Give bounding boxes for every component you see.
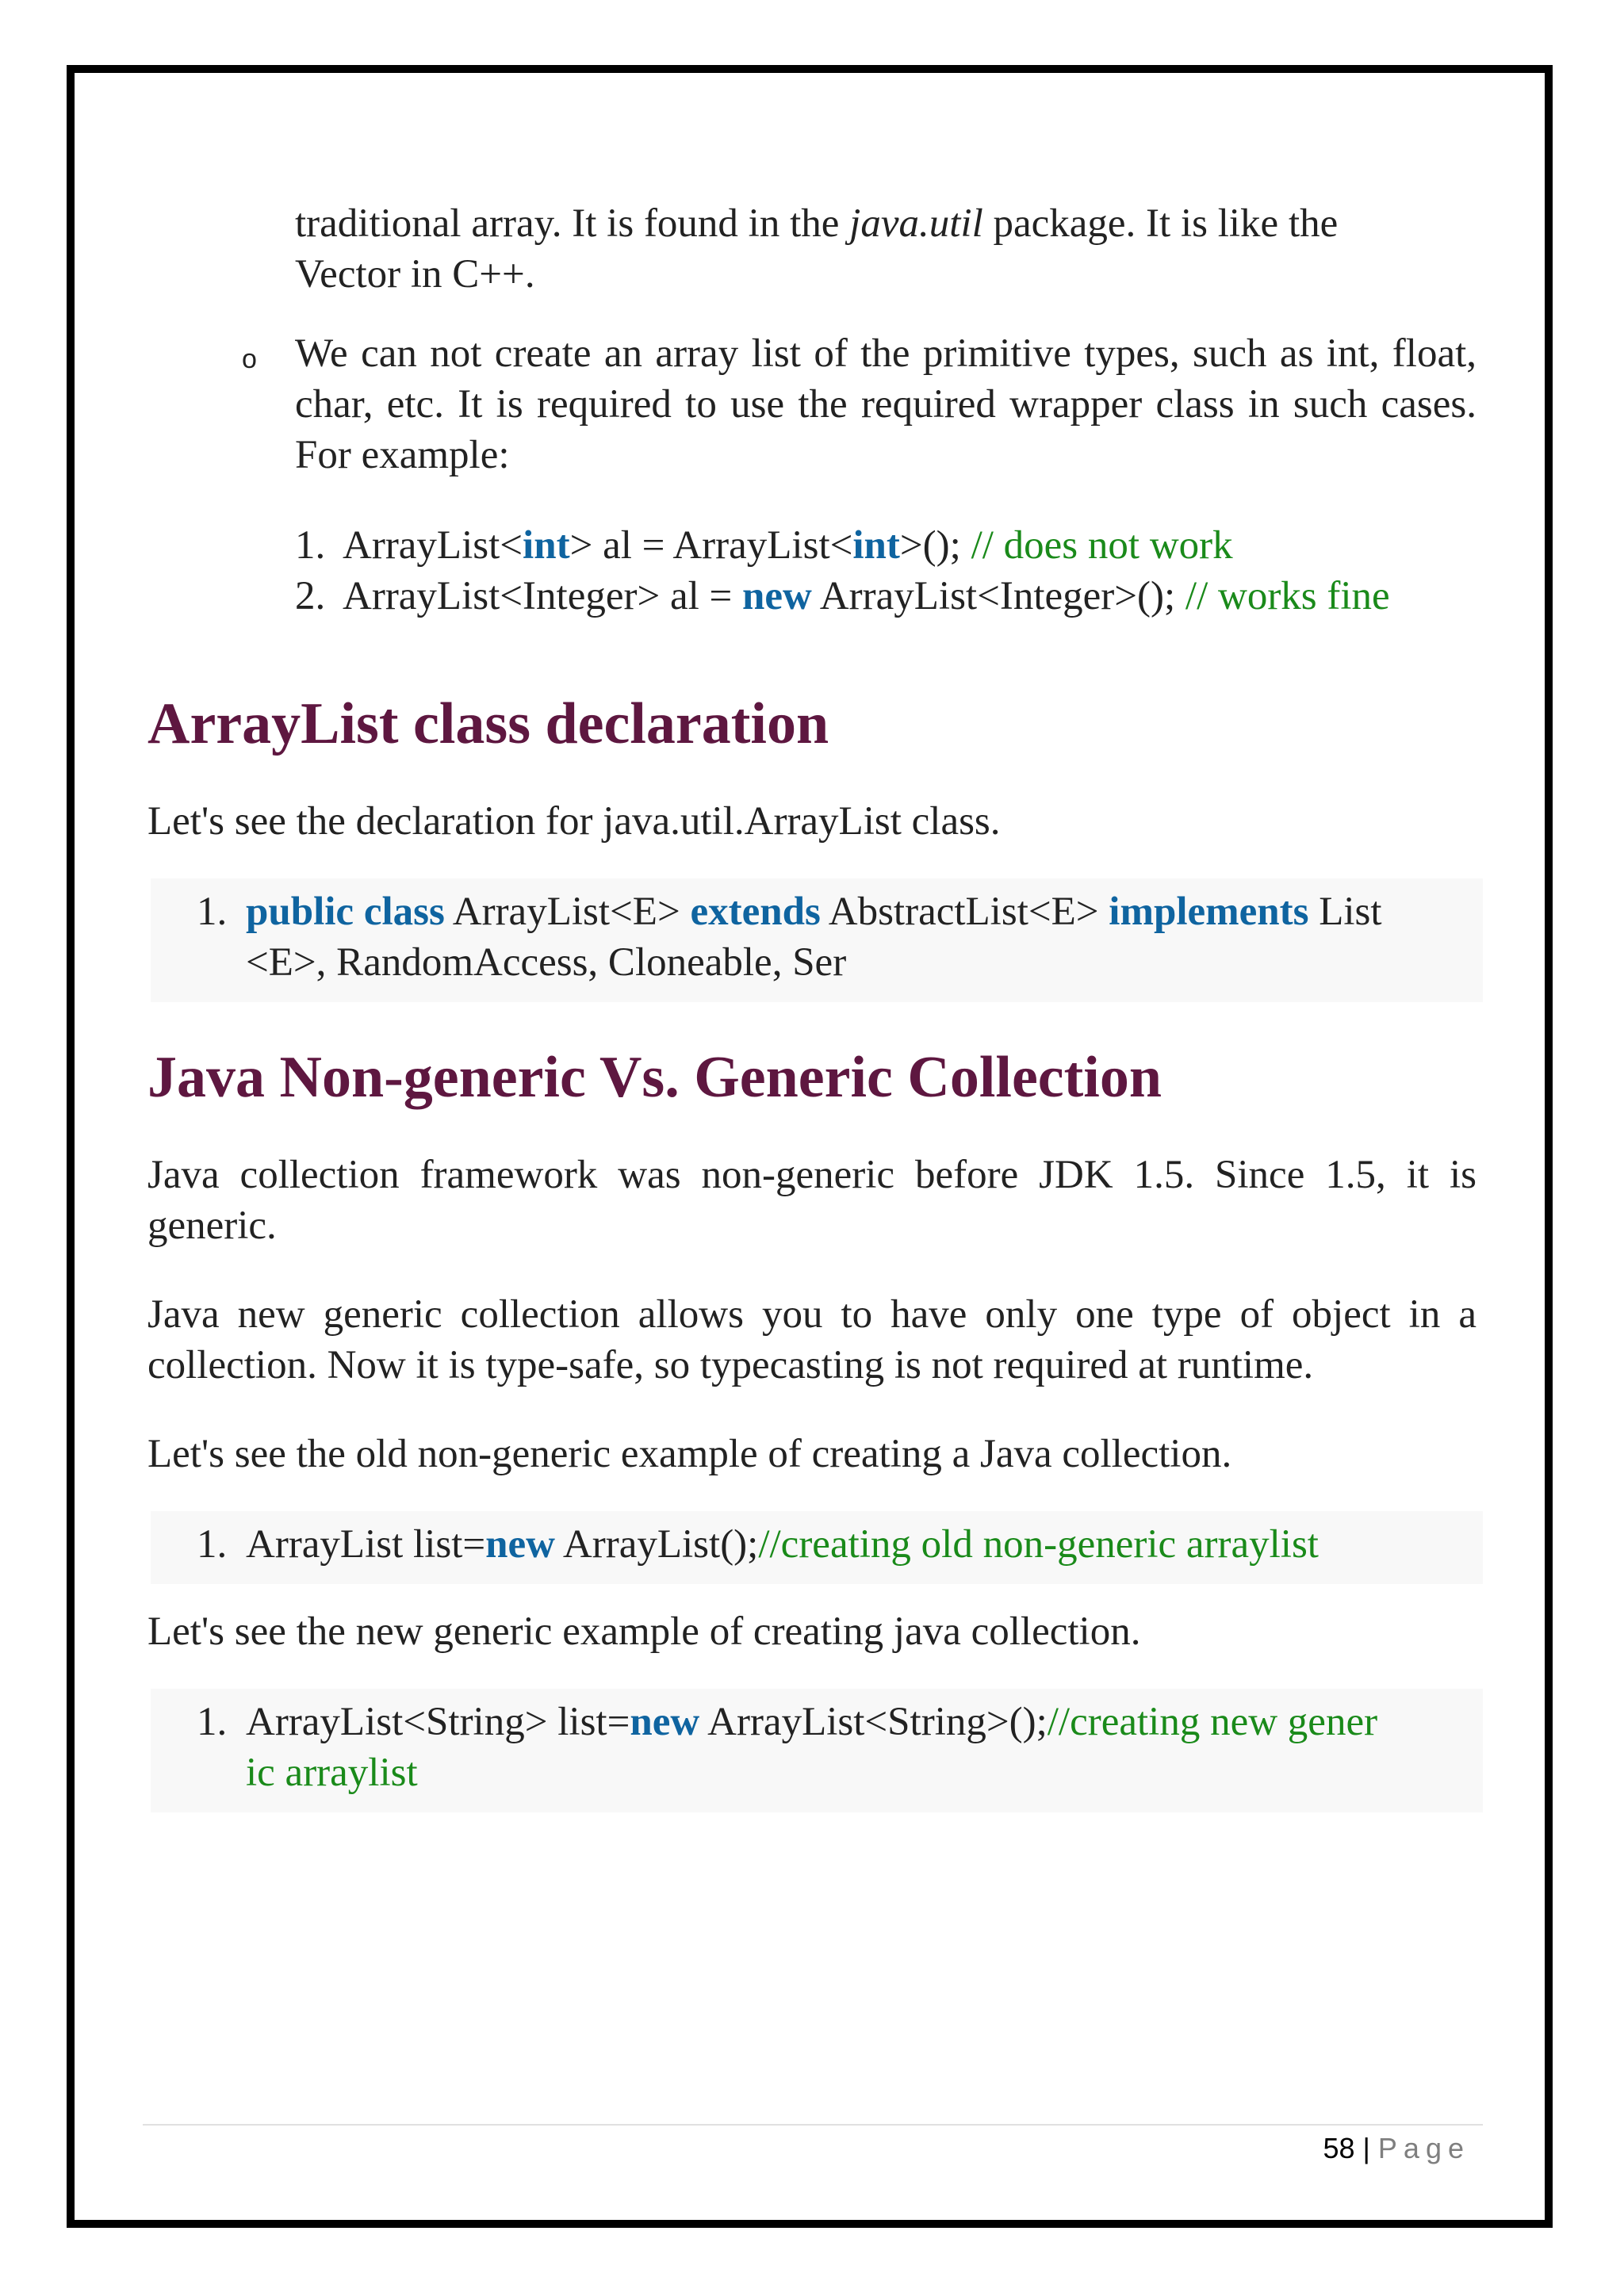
code-text: ArrayList<String>(); bbox=[699, 1700, 1048, 1744]
code-keyword: public bbox=[246, 890, 354, 934]
code-keyword: new bbox=[630, 1700, 700, 1744]
code-text: ArrayList<E> bbox=[444, 890, 691, 934]
bullet-text: We can not create an array list of the primitive types, such as int, float, char, etc. It is required to use the required wrapper class in such cases. For example: bbox=[295, 331, 1477, 477]
example-code-line-1 bbox=[295, 520, 1233, 571]
code-content bbox=[343, 571, 1390, 622]
code-text: ArrayList< bbox=[343, 523, 523, 568]
code-content bbox=[246, 886, 1382, 937]
code-content bbox=[246, 1519, 1319, 1570]
code-keyword: extends bbox=[690, 890, 821, 934]
code-text: List bbox=[1308, 890, 1382, 934]
non-generic-code-line bbox=[197, 1519, 1319, 1570]
intro-line-2: Vector in C++. bbox=[295, 252, 535, 297]
code-keyword: new bbox=[742, 574, 812, 618]
code-text: ArrayList(); bbox=[554, 1522, 759, 1567]
intro-text-a: traditional array. It is found in the bbox=[295, 201, 850, 246]
declaration-code-line-2: <E>, RandomAccess, Cloneable, Ser bbox=[246, 940, 847, 985]
line-number: 1. bbox=[197, 890, 228, 934]
code-keyword: class bbox=[363, 890, 445, 934]
code-text: ArrayList<Integer> al = bbox=[343, 574, 743, 618]
code-text: > al = ArrayList< bbox=[569, 523, 853, 568]
section2-para-2: Java new generic collection allows you to have only one type of object in a collection. Now it is type-safe, so typecasting is not required at runtime. bbox=[147, 1292, 1477, 1387]
section2-para-4: Let's see the new generic example of creating java collection. bbox=[147, 1609, 1141, 1654]
code-content bbox=[246, 1697, 1377, 1747]
example-code-line-2 bbox=[295, 571, 1390, 622]
code-comment: //creating old non-generic arraylist bbox=[758, 1522, 1319, 1567]
code-text: >(); bbox=[899, 523, 971, 568]
footer-divider bbox=[143, 2124, 1483, 2126]
code-keyword: int bbox=[852, 523, 900, 568]
declaration-code-line-1 bbox=[197, 886, 1382, 937]
generic-code-line-1 bbox=[197, 1697, 1378, 1747]
intro-text-b: package. It is like the bbox=[982, 201, 1339, 246]
code-keyword: new bbox=[485, 1522, 555, 1567]
footer-separator: | bbox=[1362, 2132, 1370, 2164]
code-keyword: implements bbox=[1109, 890, 1309, 934]
page-footer bbox=[1300, 2126, 1470, 2171]
generic-code-line-2: ic arraylist bbox=[246, 1751, 418, 1795]
code-comment: // does not work bbox=[971, 523, 1233, 568]
section1-intro: Let's see the declaration for java.util.ArrayList class. bbox=[147, 799, 1001, 844]
bullet-marker: o bbox=[242, 344, 257, 374]
intro-package-name: java.util bbox=[849, 201, 983, 246]
code-comment: //creating new gener bbox=[1047, 1700, 1378, 1744]
code-text: ArrayList<Integer>(); bbox=[811, 574, 1185, 618]
line-number: 1. bbox=[197, 1522, 228, 1567]
code-text: ArrayList list= bbox=[246, 1522, 486, 1567]
line-number: 1. bbox=[295, 523, 326, 568]
code-text: ArrayList<String> list= bbox=[246, 1700, 630, 1744]
line-number: 1. bbox=[197, 1700, 228, 1744]
code-content bbox=[343, 520, 1233, 571]
section2-para-3: Let's see the old non-generic example of creating a Java collection. bbox=[147, 1432, 1232, 1476]
intro-line-1 bbox=[295, 198, 1338, 249]
page-label: Page bbox=[1377, 2132, 1470, 2164]
code-keyword: int bbox=[523, 523, 570, 568]
section-heading-arraylist-declaration: ArrayList class declaration bbox=[147, 691, 829, 756]
page-number: 58 bbox=[1323, 2132, 1355, 2164]
section-heading-generic-collection: Java Non-generic Vs. Generic Collection bbox=[147, 1045, 1162, 1110]
code-text: AbstractList<E> bbox=[820, 890, 1109, 934]
code-comment: // works fine bbox=[1185, 574, 1390, 618]
line-number: 2. bbox=[295, 574, 326, 618]
section2-para-1: Java collection framework was non-generic before JDK 1.5. Since 1.5, it is generic. bbox=[147, 1153, 1477, 1248]
